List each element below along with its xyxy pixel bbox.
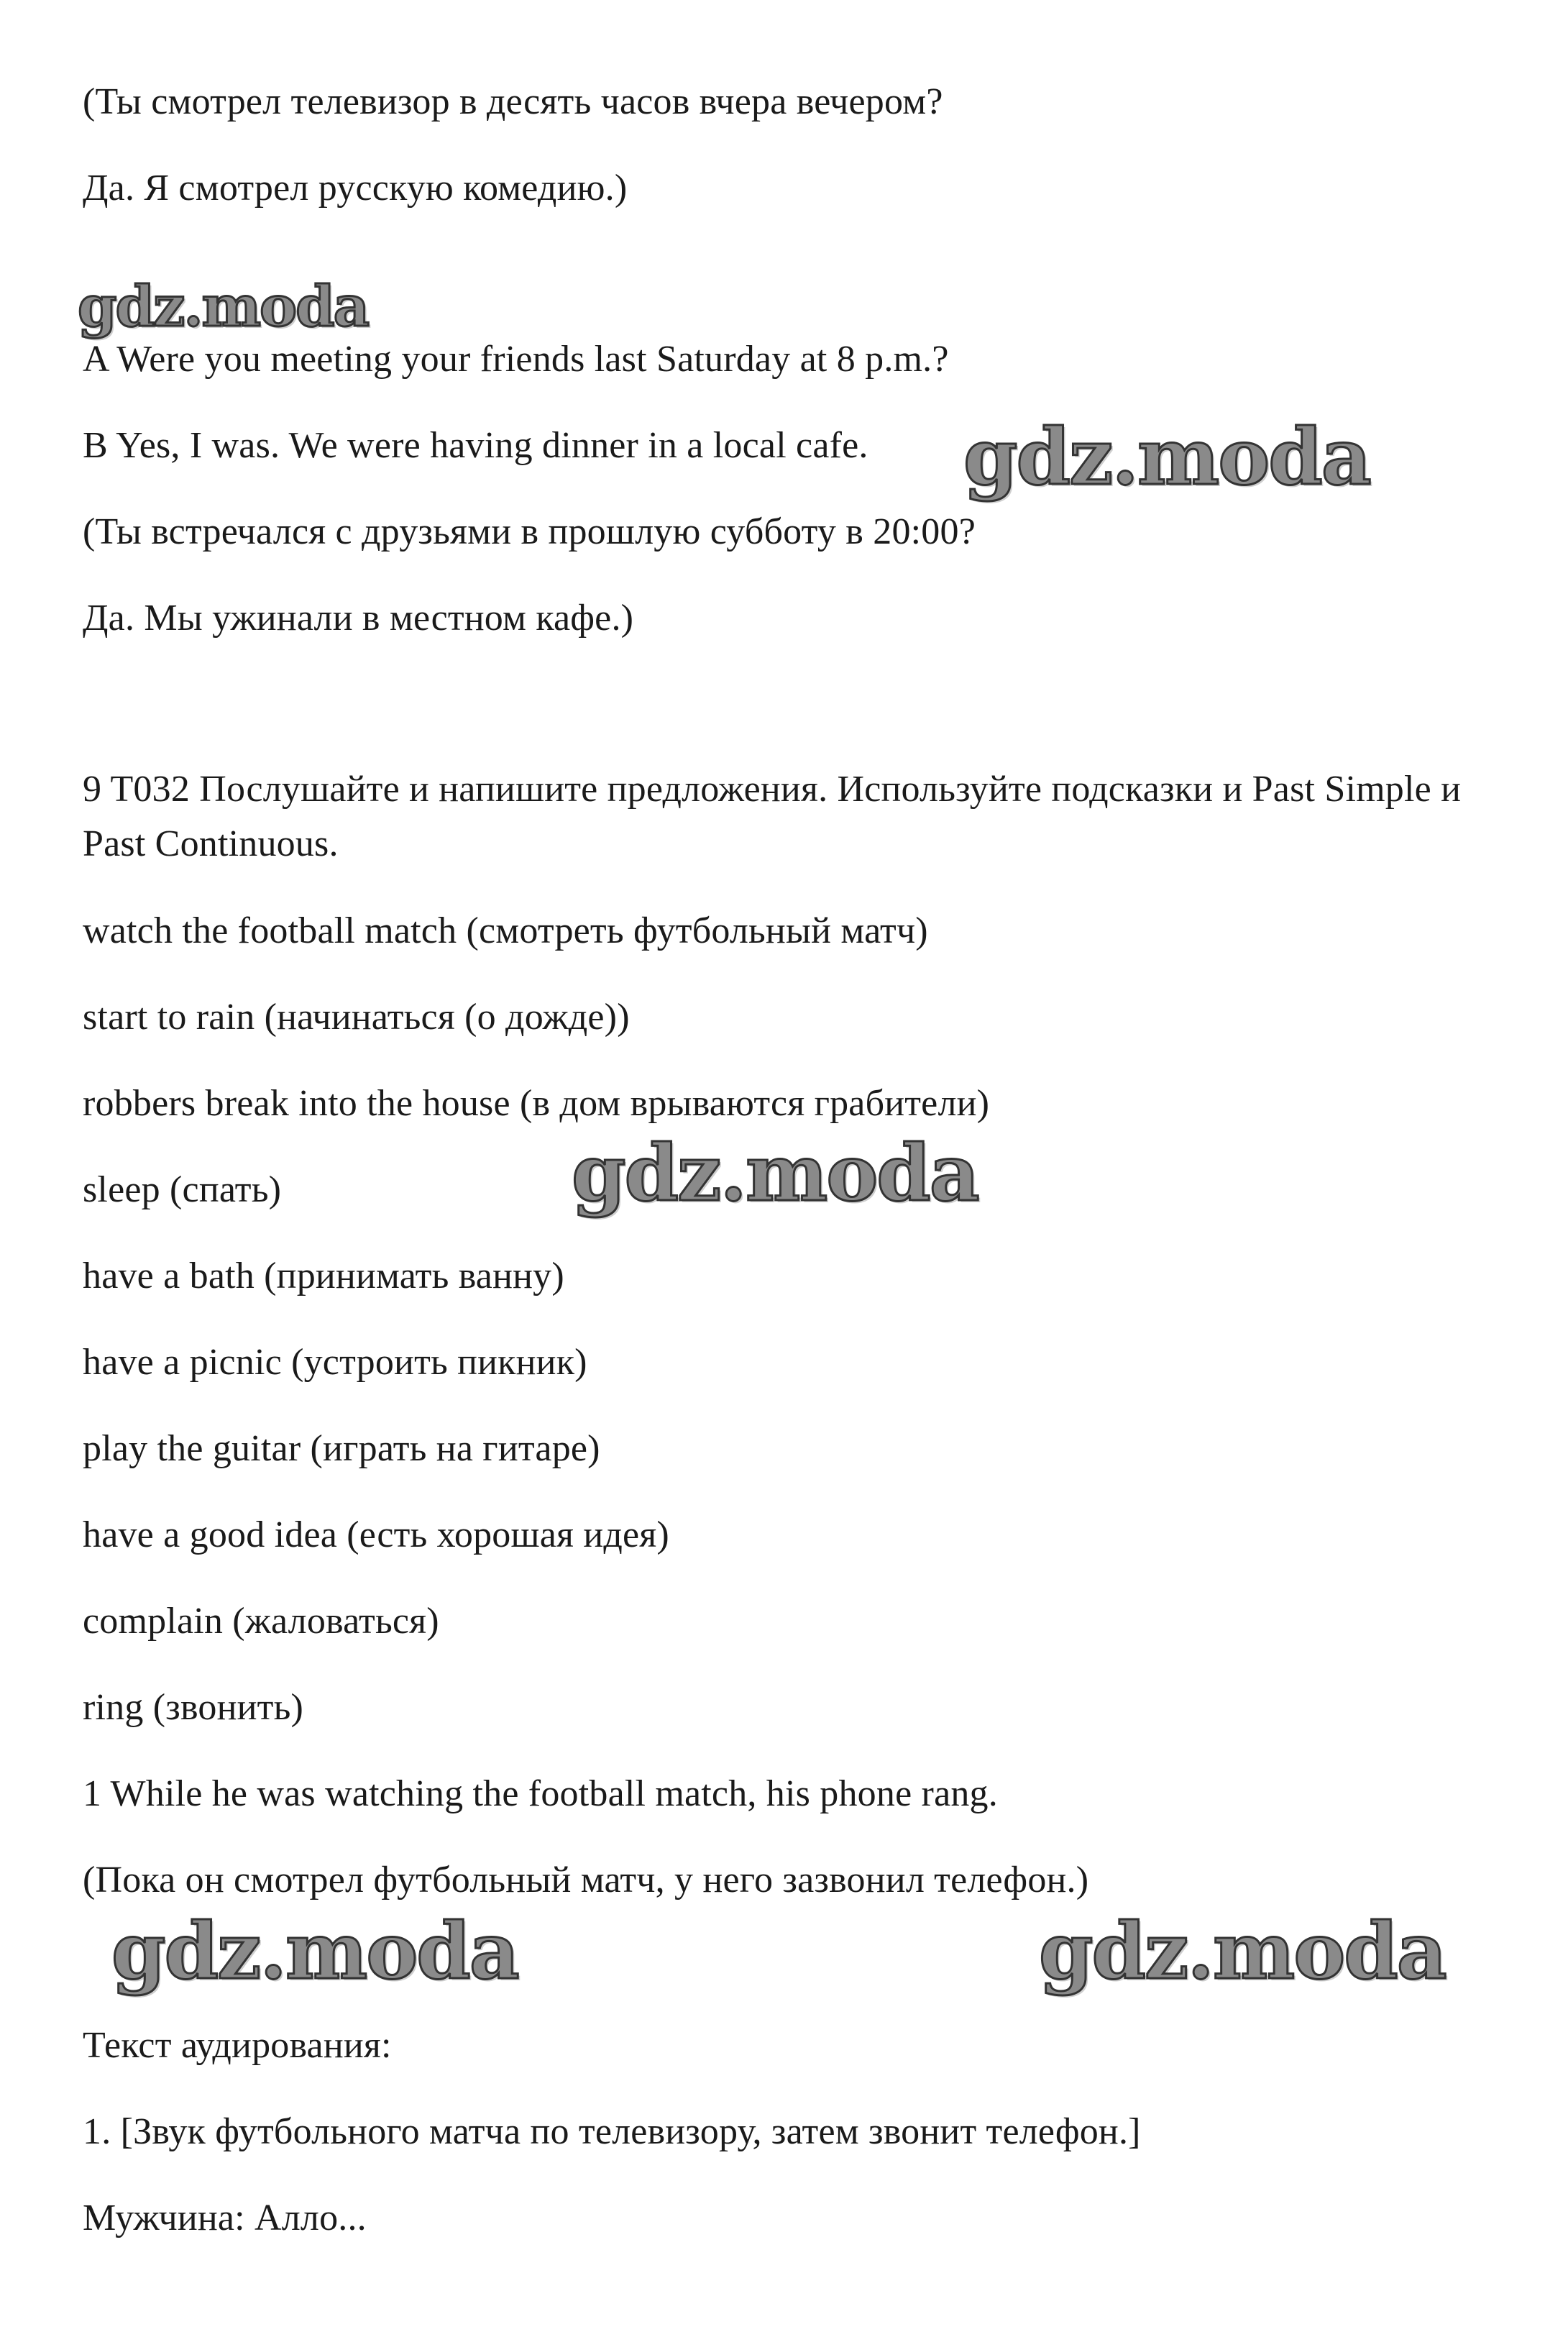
text-line-translation-q: (Ты смотрел телевизор в десять часов вчера вечером? bbox=[83, 81, 943, 122]
prompt-item: robbers break into the house (в дом врываются грабители) bbox=[83, 1083, 990, 1124]
exercise-heading: 9 T032 Послушайте и напишите предложения. Используйте подсказки и Past Simple и Past Continuous. bbox=[83, 769, 1462, 864]
text-line-dialogue-b: B Yes, I was. We were having dinner in a local cafe. bbox=[83, 425, 868, 466]
prompt-item: have a picnic (устроить пикник) bbox=[83, 1342, 587, 1383]
prompt-item: ring (звонить) bbox=[83, 1687, 304, 1728]
text-line-translation-q2: (Ты встречался с друзьями в прошлую субботу в 20:00? bbox=[83, 511, 976, 552]
prompt-item: sleep (спать) bbox=[83, 1169, 282, 1210]
text-line-dialogue-a: A Were you meeting your friends last Saturday at 8 p.m.? bbox=[83, 339, 949, 380]
watermark-logo: gdz.moda bbox=[1039, 1906, 1446, 1997]
text-line-translation-a2: Да. Мы ужинали в местном кафе.) bbox=[83, 598, 634, 639]
transcript-heading: Текст аудирования: bbox=[83, 2025, 392, 2066]
watermark-logo: gdz.moda bbox=[111, 1906, 518, 1997]
prompt-item: play the guitar (играть на гитаре) bbox=[83, 1428, 600, 1469]
transcript-line: Мужчина: Алло... bbox=[83, 2197, 367, 2238]
prompt-item: have a bath (принимать ванну) bbox=[83, 1255, 564, 1296]
prompt-item: have a good idea (есть хорошая идея) bbox=[83, 1514, 669, 1555]
prompt-item: watch the football match (смотреть футбольный матч) bbox=[83, 910, 928, 951]
answer-sentence: 1 While he was watching the football match, his phone rang. bbox=[83, 1773, 998, 1814]
watermark-logo: gdz.moda bbox=[78, 274, 369, 339]
prompt-item: start to rain (начинаться (о дожде)) bbox=[83, 997, 630, 1038]
watermark-logo: gdz.moda bbox=[572, 1128, 978, 1219]
answer-translation: (Пока он смотрел футбольный матч, у него зазвонил телефон.) bbox=[83, 1860, 1089, 1900]
text-line-translation-a: Да. Я смотрел русскую комедию.) bbox=[83, 168, 628, 209]
transcript-line: 1. [Звук футбольного матча по телевизору, затем звонит телефон.] bbox=[83, 2111, 1141, 2152]
prompt-item: complain (жаловаться) bbox=[83, 1601, 439, 1642]
watermark-logo: gdz.moda bbox=[963, 412, 1370, 503]
